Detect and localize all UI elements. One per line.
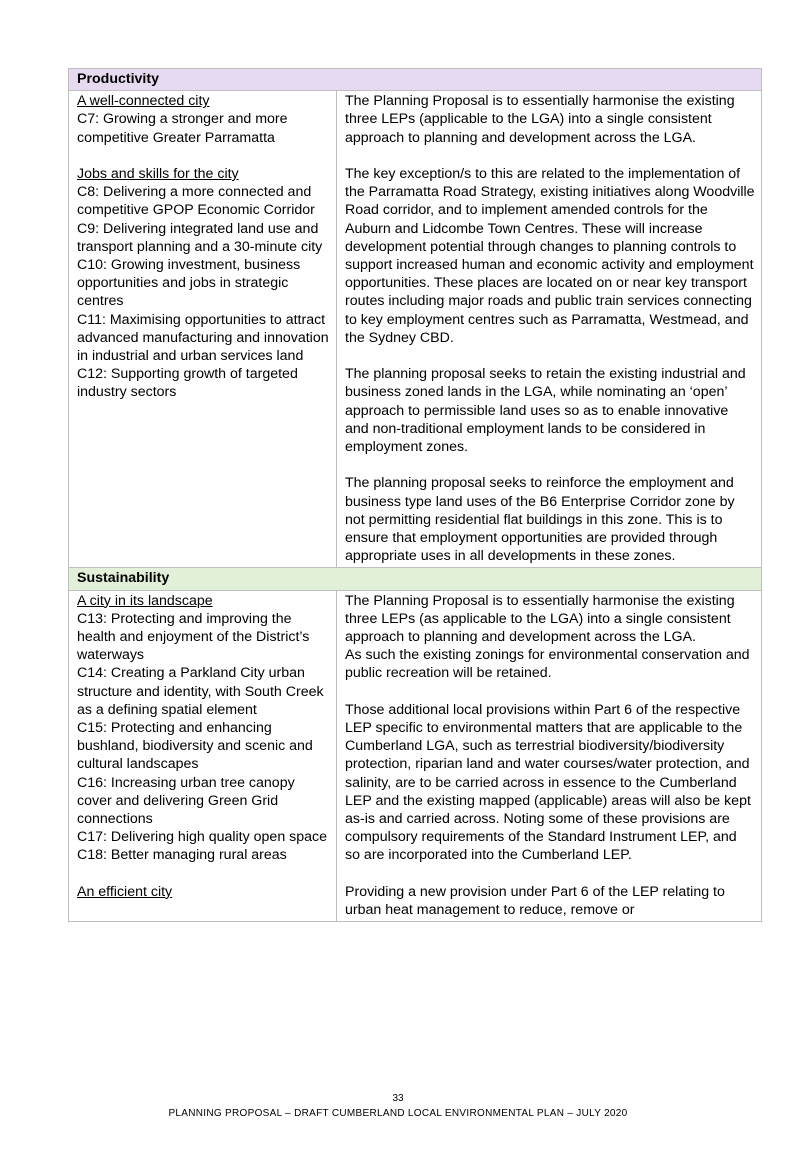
paragraph-gap xyxy=(345,865,755,883)
response-paragraph: As such the existing zonings for environmental conservation and public recreation will be retained. xyxy=(345,647,750,682)
response-paragraph: The planning proposal seeks to retain the existing industrial and business zoned lands in the LGA, while nominating an ‘open’ approach to permissible land uses so as to enable innovative and non-traditional employment lands to be considered in employment zones. xyxy=(345,366,746,456)
objective-item: C8: Delivering a more connected and competitive GPOP Economic Corridor xyxy=(77,184,315,219)
paragraph-gap xyxy=(345,347,755,365)
section-heading-productivity: Productivity xyxy=(69,69,762,91)
table-row xyxy=(69,91,762,568)
response-paragraph: The key exception/s to this are related to the implementation of the Parramatta Road Strategy, existing initiatives along Woodville Road corridor, and to implement amended controls for the Auburn and Lidcombe Town Centres. These will increase development potential through changes to planning controls to support increased human and economic activity and employment opportunities. These places are located on or near key transport routes including major roads and public train services connecting to key employment centres such as Parramatta, Westmead, and the Sydney CBD. xyxy=(345,166,755,346)
page-number: 33 xyxy=(392,1093,404,1104)
subheading-efficient-city: An efficient city xyxy=(77,883,173,900)
paragraph-gap xyxy=(77,147,330,165)
objective-item: C9: Delivering integrated land use and transport planning and a 30-minute city xyxy=(77,220,323,255)
subheading-jobs-and-skills: Jobs and skills for the city xyxy=(77,166,239,182)
subheading-well-connected-city: A well-connected city xyxy=(77,93,210,110)
planning-table xyxy=(68,68,762,922)
objective-item: C14: Creating a Parkland City urban structure and identity, with South Creek as a defining spatial element xyxy=(77,665,324,718)
response-paragraph: The planning proposal seeks to reinforce the employment and business type land uses of the B6 Enterprise Corridor zone by not permitting residential flat buildings in this zone. This is to ensure that employment opportunities are provided through appropriate uses in all developments in these zones. xyxy=(345,475,735,565)
objective-item: C17: Delivering high quality open space xyxy=(77,829,328,846)
objective-item: C11: Maximising opportunities to attract advanced manufacturing and innovation in industrial and urban services land xyxy=(77,311,329,365)
objective-item: C16: Increasing urban tree canopy cover and delivering Green Grid connections xyxy=(77,774,295,828)
objective-item: C7: Growing a stronger and more competitive Greater Parramatta xyxy=(77,111,288,146)
paragraph-gap xyxy=(345,683,755,701)
objective-item: C10: Growing investment, business opportunities and jobs in strategic centres xyxy=(77,257,301,310)
section-header-row xyxy=(69,568,762,590)
objective-item: C13: Protecting and improving the health and enjoyment of the District’s waterways xyxy=(77,610,310,664)
objective-item: C18: Better managing rural areas xyxy=(77,847,287,864)
section-header-row xyxy=(69,69,762,91)
objective-item: C15: Protecting and enhancing bushland, biodiversity and scenic and cultural landscapes xyxy=(77,720,313,773)
table-row xyxy=(69,590,762,922)
response-paragraph: Providing a new provision under Part 6 of the LEP relating to urban heat management to reduce, remove or xyxy=(345,883,725,919)
response-paragraph: The Planning Proposal is to essentially harmonise the existing three LEPs (as applicable to the LGA) into a single consistent approach to planning and development across the LGA. xyxy=(345,592,735,646)
response-paragraph: Those additional local provisions within Part 6 of the respective LEP specific to environmental matters that are applicable to the Cumberland LGA, such as terrestrial biodiversity/biodiversity protection, riparian land and water courses/water protection, and salinity, are to be carried across in essence to the Cumberland LEP and the existing mapped (applicable) areas will also be kept as-is and carried across. Noting some of these provisions are compulsory requirements of the Standard Instrument LEP, and so are incorporated into the Cumberland LEP. xyxy=(345,701,751,864)
paragraph-gap xyxy=(77,865,330,883)
paragraph-gap xyxy=(345,147,755,165)
paragraph-gap xyxy=(345,456,755,474)
footer-title: PLANNING PROPOSAL – DRAFT CUMBERLAND LOCAL ENVIRONMENTAL PLAN – JULY 2020 xyxy=(168,1108,628,1119)
response-paragraph: The Planning Proposal is to essentially harmonise the existing three LEPs (applicable to the LGA) into a single consistent approach to planning and development across the LGA. xyxy=(345,93,735,146)
response-cell xyxy=(337,91,762,568)
objectives-cell xyxy=(69,590,337,922)
section-heading-sustainability: Sustainability xyxy=(69,568,762,590)
subheading-city-in-landscape: A city in its landscape xyxy=(77,592,213,609)
objective-item: C12: Supporting growth of targeted industry sectors xyxy=(77,366,298,401)
objectives-cell xyxy=(69,91,337,568)
response-cell xyxy=(337,590,762,922)
